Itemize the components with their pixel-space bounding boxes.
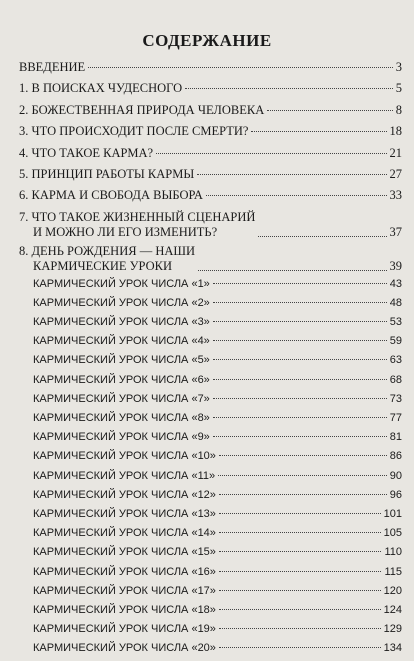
toc-entry-label: КАРМИЧЕСКИЙ УРОК ЧИСЛА «9»: [33, 431, 210, 444]
toc-entry-page: 37: [389, 224, 402, 239]
toc-entry-page: 53: [389, 316, 402, 329]
toc-entry[interactable]: [19, 188, 402, 209]
toc-entry-page: 3: [395, 60, 402, 74]
toc-entry-label: КАРМИЧЕСКИЙ УРОК ЧИСЛА «1»: [33, 277, 210, 290]
toc-entry[interactable]: [19, 81, 402, 102]
dot-leader: [219, 647, 381, 648]
toc-entry-page: 81: [389, 431, 402, 444]
toc-entry-page: 77: [389, 412, 402, 425]
dot-leader: [213, 302, 387, 303]
dot-leader: [219, 513, 381, 514]
dot-leader: [213, 379, 387, 380]
toc-entry-label: КАРМИЧЕСКИЙ УРОК ЧИСЛА «17»: [33, 584, 216, 597]
toc-entry-label: [19, 210, 255, 240]
toc-entry-page: 27: [389, 166, 402, 181]
toc-entry-label: КАРМИЧЕСКИЙ УРОК ЧИСЛА «19»: [33, 623, 216, 636]
dot-leader: [219, 455, 387, 456]
page-title: СОДЕРЖАНИЕ: [142, 31, 272, 50]
toc-subentry[interactable]: [19, 335, 402, 354]
toc-entry-page: 120: [383, 584, 402, 597]
toc-entry-label: КАРМИЧЕСКИЙ УРОК ЧИСЛА «6»: [33, 373, 210, 386]
toc-entry-label: КАРМИЧЕСКИЙ УРОК ЧИСЛА «20»: [33, 642, 216, 655]
dot-leader: [213, 417, 387, 418]
toc-entry[interactable]: [19, 146, 402, 167]
toc-entry-page: 129: [383, 623, 402, 636]
toc-entry-page: 43: [389, 277, 402, 290]
dot-leader: [219, 590, 381, 591]
toc-entry-label: КАРМИЧЕСКИЙ УРОК ЧИСЛА «10»: [33, 450, 216, 463]
toc-subentry[interactable]: [19, 470, 402, 489]
toc-entry[interactable]: [19, 103, 402, 124]
toc-entry-label: КАРМИЧЕСКИЙ УРОК ЧИСЛА «3»: [33, 316, 210, 329]
toc-entry-label-line2: И МОЖНО ЛИ ЕГО ИЗМЕНИТЬ?: [33, 224, 218, 239]
sub-entries: [19, 278, 402, 661]
toc-entry-page: 115: [384, 565, 402, 578]
toc-subentry[interactable]: [19, 642, 402, 661]
dot-leader: [206, 195, 387, 196]
toc-entry-label: ВВЕДЕНИЕ: [19, 60, 86, 74]
dot-leader: [219, 551, 382, 552]
toc-entry-page: 59: [389, 335, 402, 348]
toc-entry-label: КАРМИЧЕСКИЙ УРОК ЧИСЛА «16»: [33, 565, 216, 578]
toc-entry-page: 21: [389, 145, 402, 160]
toc-entry-label: КАРМИЧЕСКИЙ УРОК ЧИСЛА «4»: [33, 335, 210, 348]
toc-subentry[interactable]: [19, 316, 402, 335]
toc-entry-label: 6. КАРМА И СВОБОДА ВЫБОРА: [19, 188, 203, 203]
toc-entry-label: КАРМИЧЕСКИЙ УРОК ЧИСЛА «14»: [33, 527, 216, 540]
dot-leader: [218, 475, 387, 476]
dot-leader: [267, 110, 392, 111]
toc-entry-label: 3. ЧТО ПРОИСХОДИТ ПОСЛЕ СМЕРТИ?: [19, 124, 249, 139]
table-of-contents: [19, 60, 402, 661]
toc-entry-label: КАРМИЧЕСКИЙ УРОК ЧИСЛА «12»: [33, 488, 216, 501]
toc-entry-label-line1: 7. ЧТО ТАКОЕ ЖИЗНЕННЫЙ СЦЕНАРИЙ: [19, 209, 256, 224]
toc-entry-label: 4. ЧТО ТАКОЕ КАРМА?: [19, 145, 154, 160]
dot-leader: [251, 131, 386, 132]
toc-entry-label: КАРМИЧЕСКИЙ УРОК ЧИСЛА «13»: [33, 507, 216, 520]
toc-entry-page: 96: [389, 488, 402, 501]
toc-subentry[interactable]: [19, 450, 402, 469]
toc-subentry[interactable]: [19, 431, 402, 450]
toc-subentry[interactable]: [19, 546, 402, 565]
toc-subentry[interactable]: [19, 374, 402, 393]
dot-leader: [213, 321, 387, 322]
toc-entry-page: 33: [389, 188, 402, 203]
toc-subentry[interactable]: [19, 508, 402, 527]
toc-entry-page: 134: [383, 642, 402, 655]
dot-leader: [219, 609, 381, 610]
toc-entry-label: КАРМИЧЕСКИЙ УРОК ЧИСЛА «18»: [33, 603, 216, 616]
toc-entry-page: 105: [383, 527, 402, 540]
toc-entry-label: КАРМИЧЕСКИЙ УРОК ЧИСЛА «8»: [33, 412, 210, 425]
toc-subentry[interactable]: [19, 566, 402, 585]
toc-subentry[interactable]: [19, 527, 402, 546]
main-entries: [19, 60, 402, 210]
toc-entry-page: 63: [389, 354, 402, 367]
dot-leader: [258, 236, 386, 237]
toc-entry-page: 8: [395, 102, 402, 117]
toc-entry-page: 90: [389, 469, 402, 482]
toc-entry-page: 86: [389, 450, 402, 463]
toc-subentry[interactable]: [19, 623, 402, 642]
dot-leader: [156, 153, 386, 154]
toc-entry-page: 68: [389, 373, 402, 386]
toc-entry[interactable]: [19, 124, 402, 145]
dot-leader: [219, 628, 381, 629]
toc-entry-page: 18: [389, 124, 402, 139]
toc-entry-label: КАРМИЧЕСКИЙ УРОК ЧИСЛА «7»: [33, 392, 210, 405]
toc-entry-label: КАРМИЧЕСКИЙ УРОК ЧИСЛА «2»: [33, 296, 210, 309]
dot-leader: [198, 270, 386, 271]
dot-leader: [213, 359, 387, 360]
dot-leader: [213, 436, 387, 437]
toc-entry-page: 73: [389, 392, 402, 405]
toc-subentry[interactable]: [19, 278, 402, 297]
dot-leader: [213, 340, 387, 341]
toc-entry-page: 39: [389, 258, 402, 273]
toc-entry-label-line1: 8. ДЕНЬ РОЖДЕНИЯ — НАШИ: [19, 243, 196, 258]
dot-leader: [88, 67, 393, 68]
toc-entry-label: КАРМИЧЕСКИЙ УРОК ЧИСЛА «5»: [33, 354, 210, 367]
dot-leader: [213, 398, 387, 399]
toc-entry-label-line2: КАРМИЧЕСКИЕ УРОКИ: [33, 258, 173, 273]
toc-entry[interactable]: [19, 167, 402, 188]
toc-subentry[interactable]: [19, 297, 402, 316]
dot-leader: [185, 88, 393, 89]
toc-subentry[interactable]: [19, 354, 402, 373]
toc-entry-page: 48: [389, 296, 402, 309]
toc-subentry[interactable]: [19, 604, 402, 623]
toc-entry-page: 124: [383, 603, 402, 616]
toc-entry-label: 2. БОЖЕСТВЕННАЯ ПРИРОДА ЧЕЛОВЕКА: [19, 102, 265, 117]
toc-subentry[interactable]: [19, 393, 402, 412]
toc-entry-label: 5. ПРИНЦИП РАБОТЫ КАРМЫ: [19, 166, 195, 181]
toc-subentry[interactable]: [19, 489, 402, 508]
toc-entry-7[interactable]: [19, 210, 402, 240]
dot-leader: [197, 174, 386, 175]
dot-leader: [213, 283, 387, 284]
toc-entry[interactable]: [19, 60, 402, 81]
toc-entry-page: 5: [395, 81, 402, 96]
toc-entry-8[interactable]: [19, 244, 402, 274]
toc-entry-label: КАРМИЧЕСКИЙ УРОК ЧИСЛА «15»: [33, 546, 216, 559]
toc-entry-page: 110: [384, 546, 402, 559]
toc-entry-label: КАРМИЧЕСКИЙ УРОК ЧИСЛА «11»: [33, 469, 216, 482]
toc-subentry[interactable]: [19, 585, 402, 604]
dot-leader: [219, 494, 387, 495]
toc-entry-label: 1. В ПОИСКАХ ЧУДЕСНОГО: [19, 81, 183, 96]
dot-leader: [219, 571, 382, 572]
dot-leader: [219, 532, 381, 533]
toc-entry-page: 101: [383, 507, 402, 520]
toc-entry-label: [19, 244, 195, 274]
toc-subentry[interactable]: [19, 412, 402, 431]
